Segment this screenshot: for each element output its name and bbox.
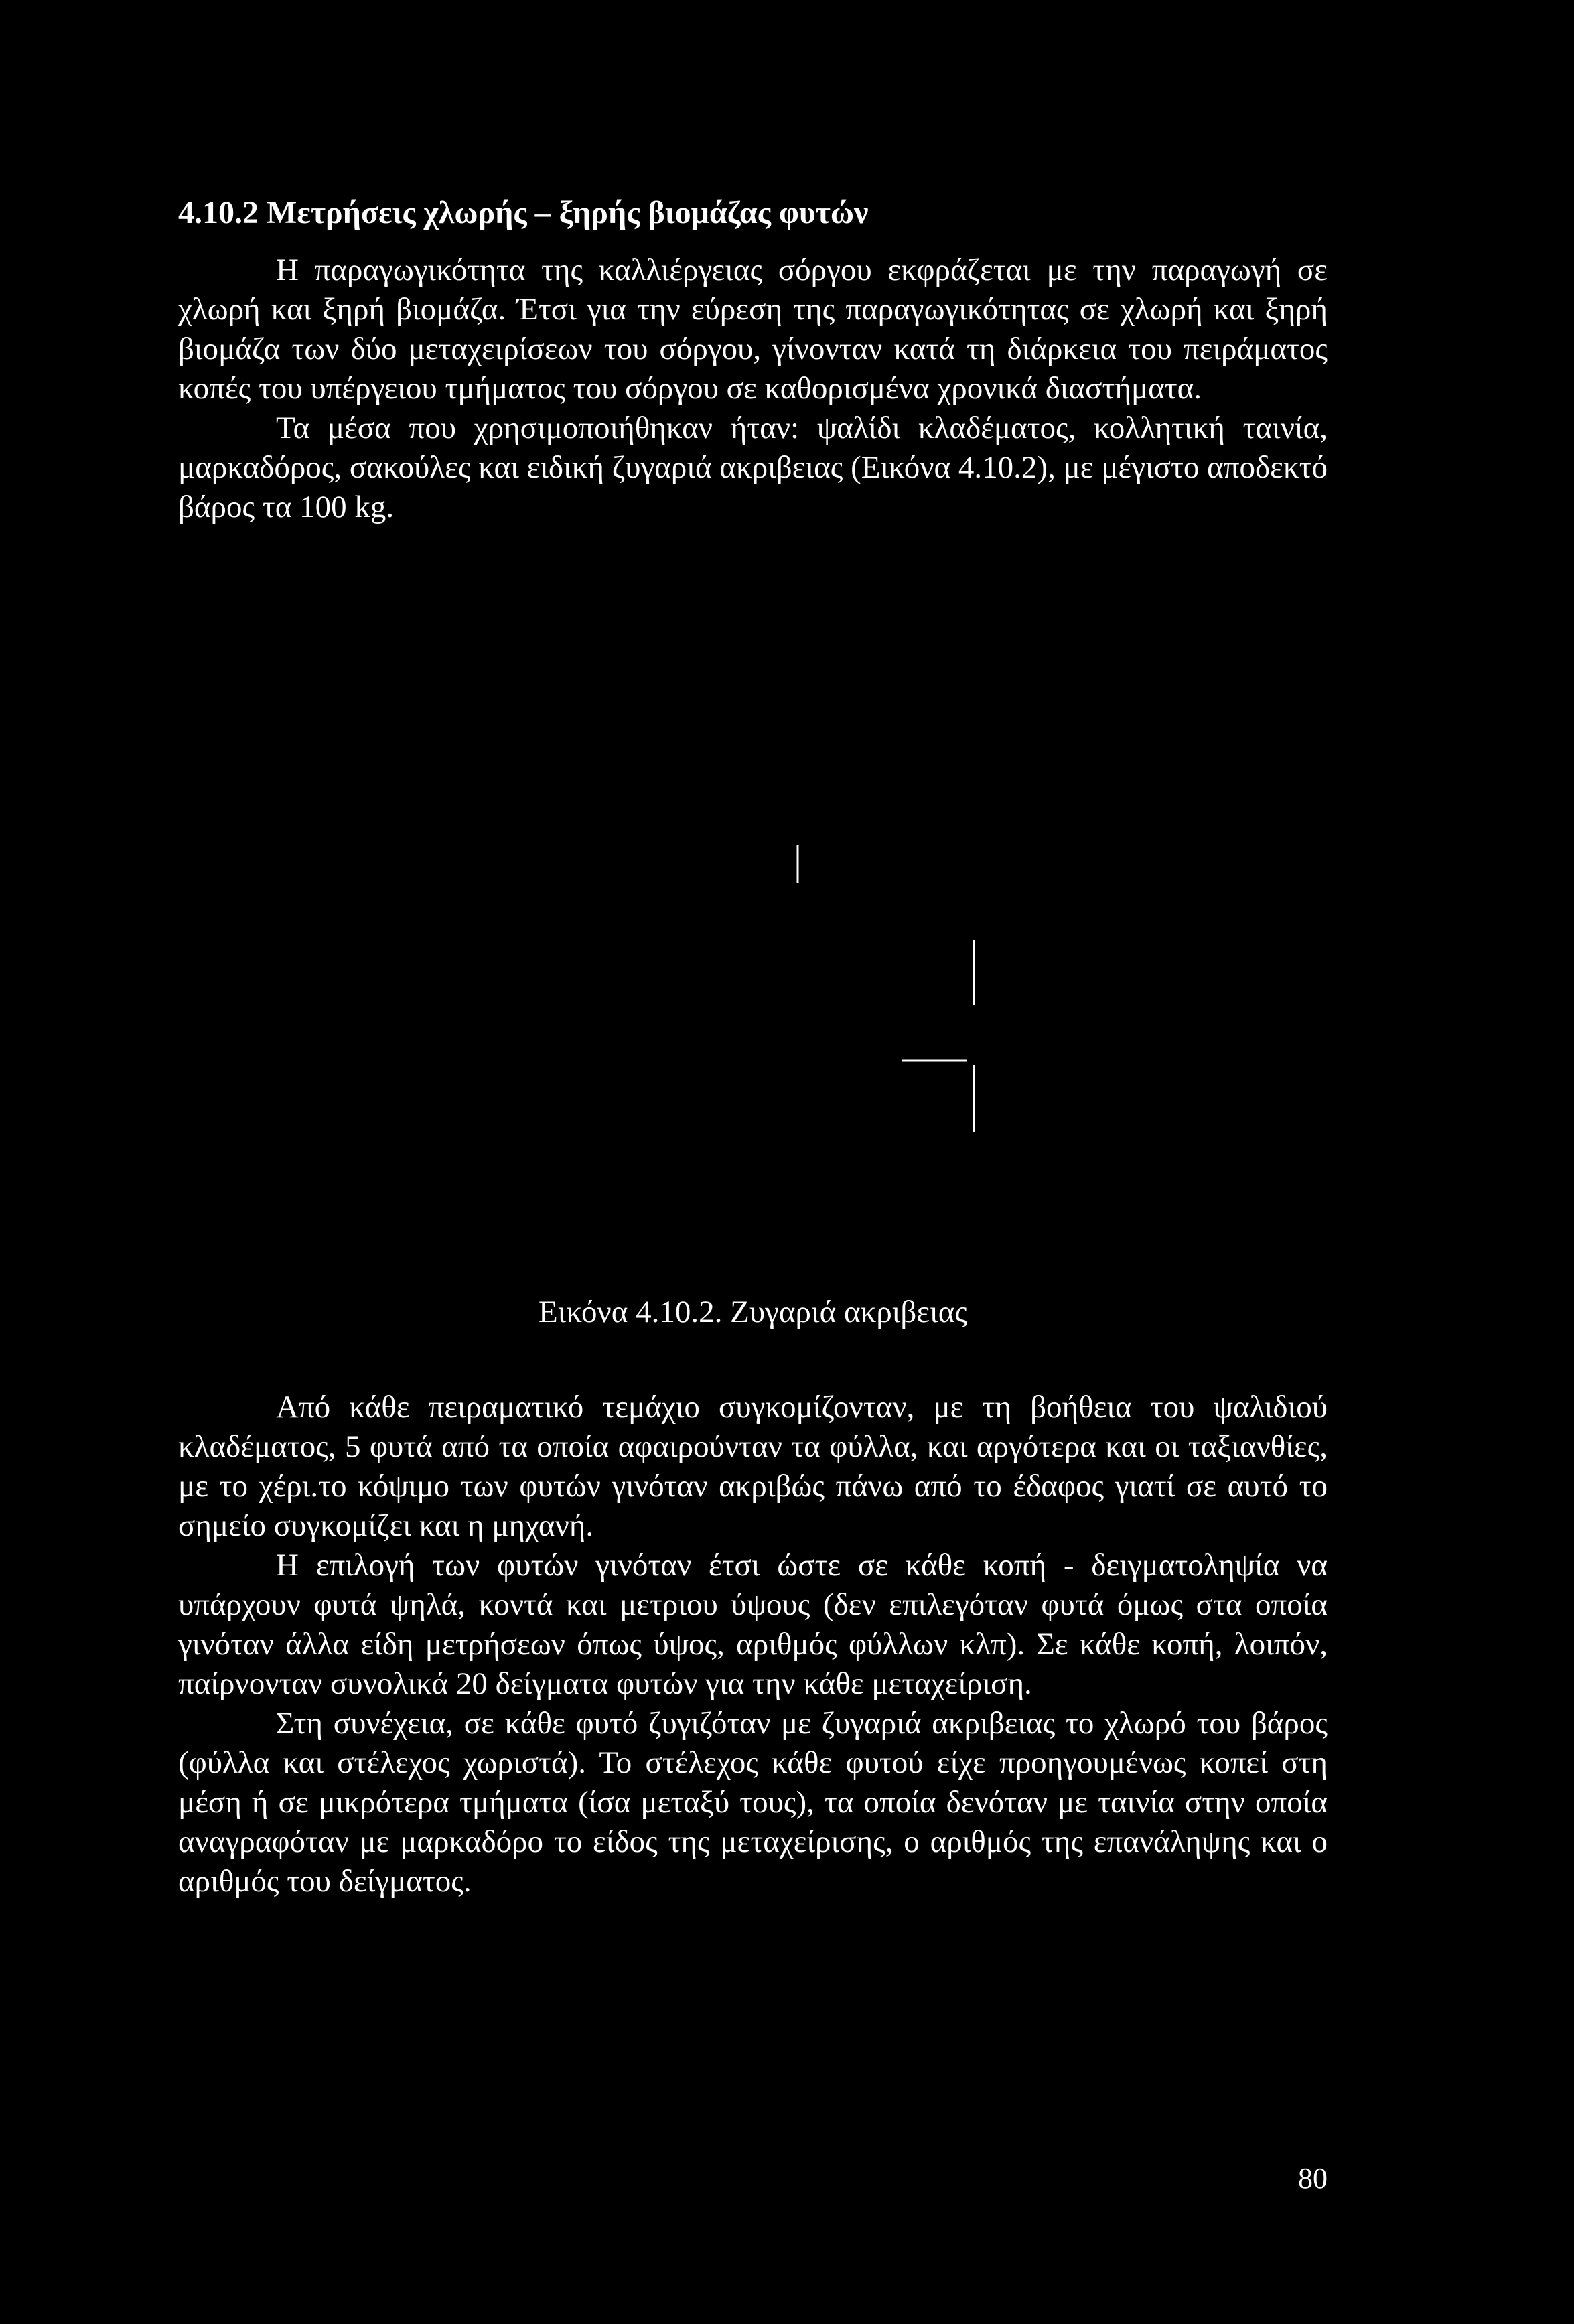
paragraph-weighing: Στη συνέχεια, σε κάθε φυτό ζυγιζόταν με ζυγαριά ακριβειας το χλωρό του βάρος (φύλλα και στέλεχος χωριστά). Το στέλεχος κάθε φυτού είχε προηγουμένως κοπεί στη μέση ή σε μικρότερα τμήματα (ίσα μεταξύ τους), τα οποία δενόταν με ταινία στην οποία αναγραφόταν με μαρκαδόρο το είδος της μεταχείρισης, ο αριθμός της επανάληψης και ο αριθμός του δείγματος. <box>178 1706 1328 1899</box>
scale-image <box>178 670 1328 1273</box>
methods-text-block <box>178 1388 1328 1901</box>
page-number: 80 <box>1298 2162 1328 2195</box>
section-heading: 4.10.2 Μετρήσεις χλωρής – ξηρής βιομάζας φυτών <box>178 195 869 230</box>
figure-caption: Εικόνα 4.10.2. Ζυγαριά ακριβειας <box>539 1295 967 1329</box>
figure-scale <box>178 670 1328 1329</box>
paragraph-tools: Τα μέσα που χρησιμοποιήθηκαν ήταν: ψαλίδι κλαδέματος, κολλητική ταινία, μαρκαδόρος, σακούλες και ειδική ζυγαριά ακριβειας (Εικόνα 4.10.2), με μέγιστο αποδεκτό βάρος τα 100 kg. <box>178 411 1328 524</box>
figure-background <box>178 670 1328 1273</box>
paragraph-productivity: Η παραγωγικότητα της καλλιέργειας σόργου εκφράζεται με την παραγωγή σε χλωρή και ξηρή βιομάζα. Έτσι για την εύρεση της παραγωγικότητας σε χλωρή και ξηρή βιομάζα των δύο μεταχειρίσεων του σόργου, γίνονταν κατά τη διάρκεια του πειράματος κοπές του υπέργειου τμήματος του σόργου σε καθορισμένα χρονικά διαστήματα. <box>178 252 1328 406</box>
paragraph-harvest: Από κάθε πειραματικό τεμάχιο συγκομίζονταν, με τη βοήθεια του ψαλιδιού κλαδέματος, 5 φυτά από τα οποία αφαιρούνταν τα φύλλα, και αργότερα και οι ταξιανθίες, με το χέρι.το κόψιμο των φυτών γινόταν ακριβώς πάνω από το έδαφος γιατί σε αυτό το σημείο συγκομίζει και η μηχανή. <box>178 1390 1328 1543</box>
paragraph-selection: Η επιλογή των φυτών γινόταν έτσι ώστε σε κάθε κοπή - δειγματοληψία να υπάρχουν φυτά ψηλά, κοντά και μετριου ύψους (δεν επιλεγόταν φυτά όμως στα οποία γινόταν άλλα είδη μετρήσεων όπως ύψος, αριθμός φύλλων κλπ). Σε κάθε κοπή, λοιπόν, παίρνονταν συνολικά 20 δείγματα φυτών για την κάθε μεταχείριση. <box>178 1548 1328 1701</box>
intro-text-block <box>178 250 1328 527</box>
